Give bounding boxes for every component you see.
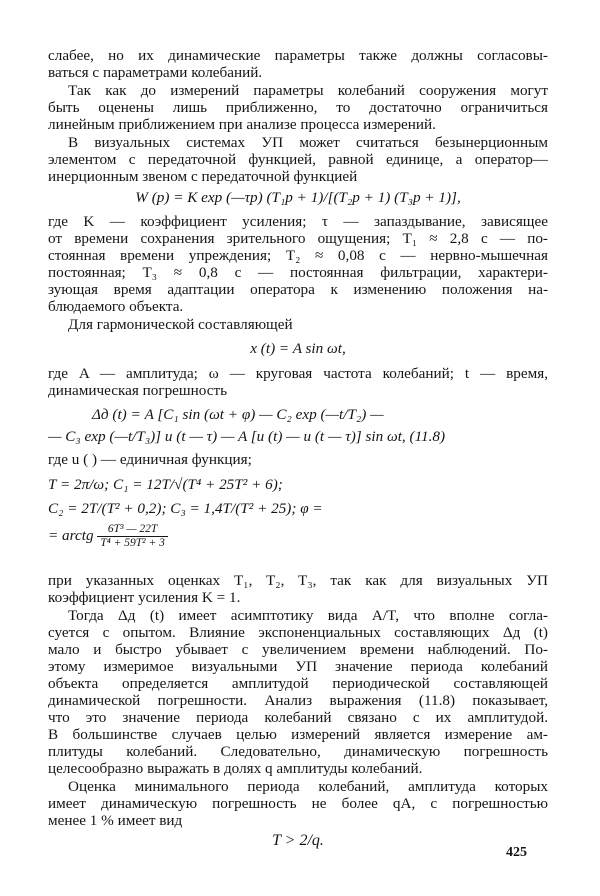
text-line: коэффициент усиления K = 1. — [48, 589, 241, 606]
text-line: быть оценены лишь приближенно, то достаточно ограничиться — [48, 99, 548, 116]
arctg-prefix: = arctg — [48, 527, 94, 544]
text-line: при указанных оценках T₁, T₂, T₃, так как для визуальных УП — [48, 572, 548, 589]
text-line: этому измеримое визуальными УП значение периода колебаний — [48, 658, 548, 675]
equation-dynamic-error-line-2: — C₃ exp (—t/T₃)] u (t — τ) — A [u (t) — u (t — τ)] sin ωt, (11.8) — [48, 428, 446, 445]
text-line: зующая время адаптации оператора к изменению положения на- — [48, 281, 548, 298]
text-line: имеет динамическую погрешность не более qA, с погрешностью — [48, 795, 548, 812]
text-line: от времени сохранения зрительного ощущения; T₁ ≈ 2,8 с — по- — [48, 230, 548, 247]
text-line: плитуды колебаний. Следовательно, динамическую погрешность — [48, 743, 548, 760]
text-line: динамической погрешности. Анализ выражения (11.8) показывает, — [48, 692, 548, 709]
equation-transfer-function: W (p) = K exp (—τp) (T₁p + 1)/[(T₂p + 1) (T₃p + 1)], — [135, 189, 461, 206]
text-line: стоянная времени упреждения; T₂ ≈ 0,08 с — нервно-мышечная — [48, 247, 548, 264]
equation-coefficients-line-1: T = 2π/ω; C₁ = 12T/√(T⁴ + 25T² + 6); — [48, 476, 283, 493]
text-line: В визуальных системах УП может считаться безынерционным — [68, 134, 548, 151]
text-line: объекта определяется амплитудой периодической составляющей — [48, 675, 548, 692]
text-line: блюдаемого объекта. — [48, 298, 184, 315]
text-line: инерционным звеном с передаточной функцией — [48, 168, 358, 185]
equation-harmonic: x (t) = A sin ωt, — [250, 340, 346, 357]
text-line: В большинстве случаев целью измерений является измерение ам- — [48, 726, 548, 743]
equation-coefficients-line-2: C₂ = 2T/(T² + 0,2); C₃ = 1,4T/(T² + 25); φ = — [48, 500, 323, 517]
text-line: элементом с передаточной функцией, равной единице, а оператор— — [48, 151, 548, 168]
text-line: что это значение периода колебаний связано с их амплитудой. — [48, 709, 548, 726]
page-number: 425 — [506, 845, 527, 860]
equation-dynamic-error-line-1: Δд (t) = A [C₁ sin (ωt + φ) — C₂ exp (—t/T₂) — — [92, 406, 384, 423]
equation-final-inequality: T > 2/q. — [272, 832, 324, 849]
text-line: Для гармонической составляющей — [68, 316, 293, 333]
text-line: Так как до измерений параметры колебаний сооружения могут — [68, 82, 548, 99]
text-line: Оценка минимального периода колебаний, амплитуда которых — [68, 778, 548, 795]
equation-coefficients-line-3 — [48, 522, 548, 550]
text-line: мало и быстро убывает с увеличением времени наблюдений. По- — [48, 641, 548, 658]
text-line: динамическая погрешность — [48, 382, 228, 399]
text-line: Тогда Δд (t) имеет асимптотику вида A/T, что вполне согла- — [68, 607, 548, 624]
text-line: линейным приближением при анализе процесса измерений. — [48, 116, 436, 133]
text-line: менее 1 % имеет вид — [48, 812, 183, 829]
fraction-denominator: T⁴ + 59T² + 3 — [100, 537, 165, 550]
text-line: целесообразно выражать в долях q амплитуды колебаний. — [48, 760, 423, 777]
text-line: суется с опытом. Влияние экспоненциальных составляющих Δд (t) — [48, 624, 548, 641]
text-line: слабее, но их динамические параметры также должны согласовы- — [48, 47, 548, 64]
text-line: где K — коэффициент усиления; τ — запаздывание, зависящее — [48, 213, 548, 230]
fraction-numerator: 6T³ — 22T — [97, 523, 168, 537]
text-line: где u ( ) — единичная функция; — [48, 451, 252, 468]
text-line: постоянная; T₃ ≈ 0,8 с — постоянная фильтрации, характери- — [48, 264, 548, 281]
text-line: где A — амплитуда; ω — круговая частота колебаний; t — время, — [48, 365, 548, 382]
text-line: ваться с параметрами колебаний. — [48, 64, 263, 81]
arctg-fraction — [97, 523, 168, 550]
